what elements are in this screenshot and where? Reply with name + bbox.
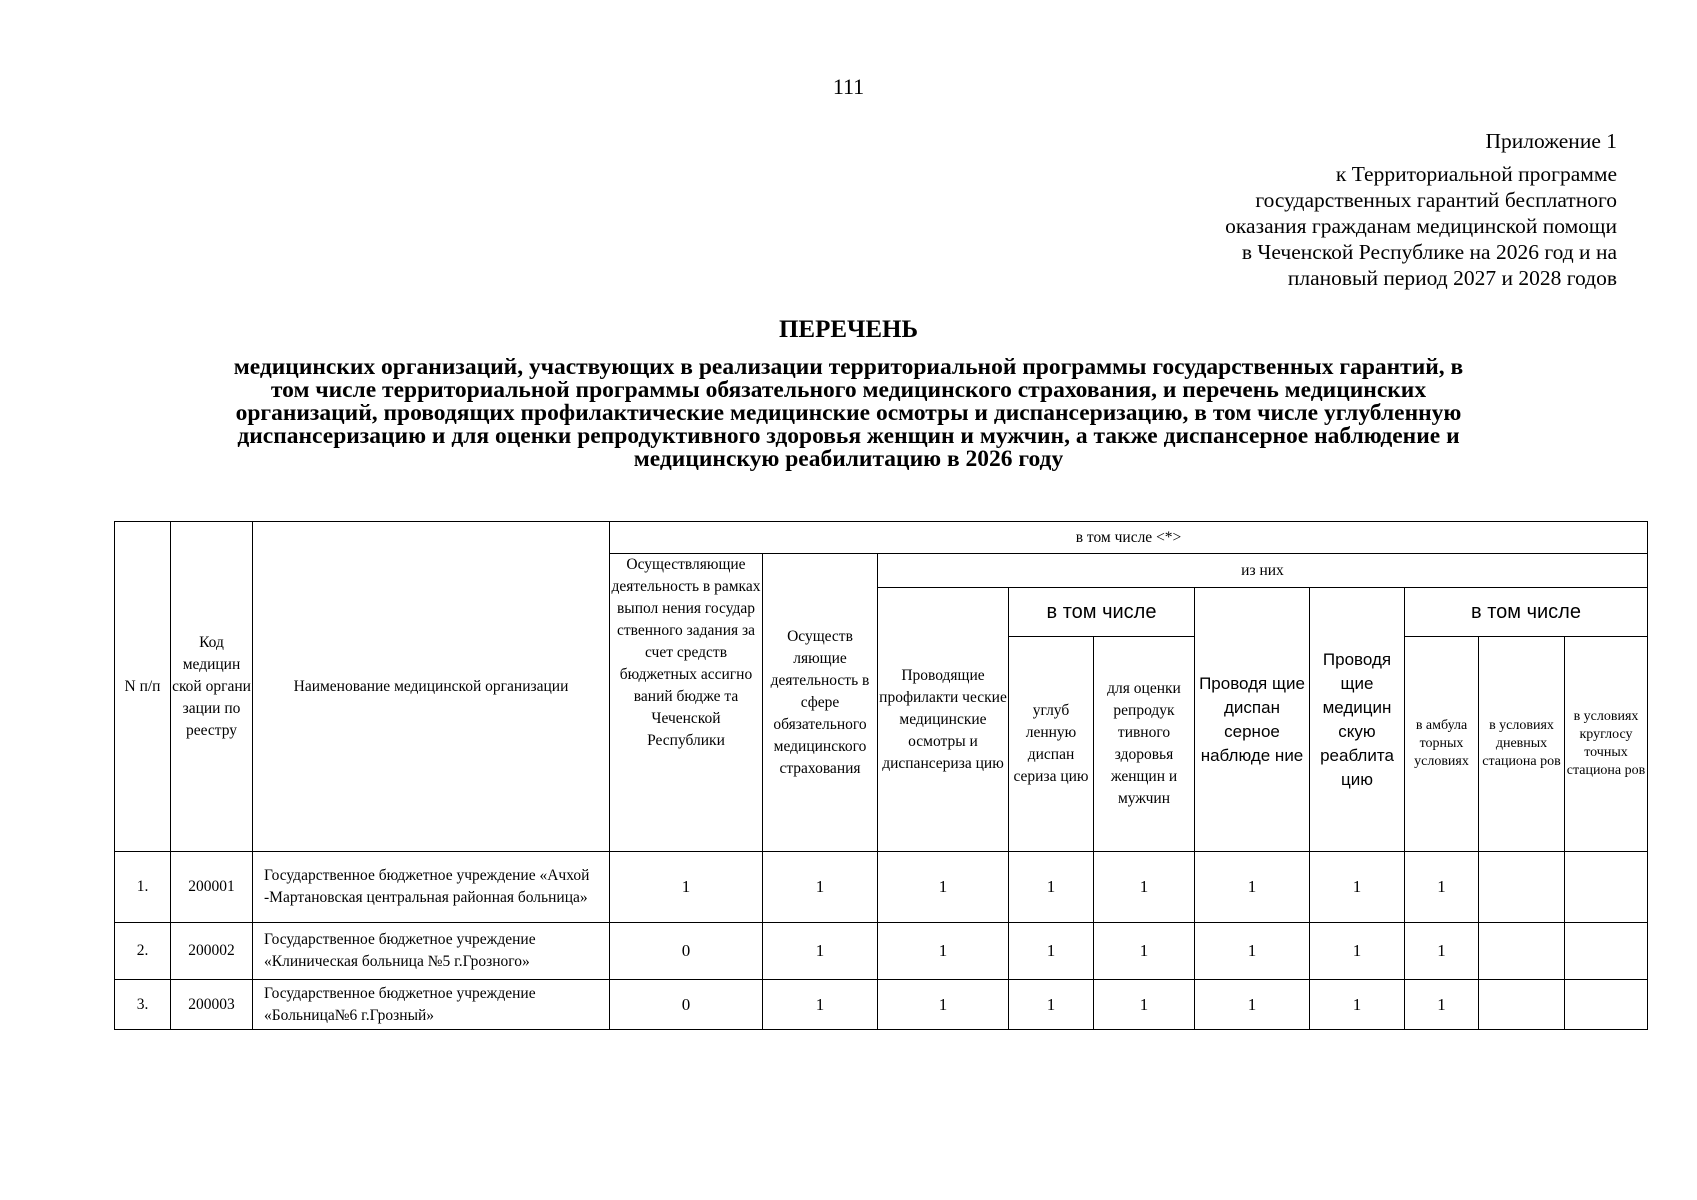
header-prof: Проводящие профилакти ческие медицинские осмотры и диспансериза цию <box>878 588 1009 852</box>
cell-rehab: 1 <box>1310 923 1405 980</box>
cell-disp: 1 <box>1195 980 1310 1030</box>
cell-deep: 1 <box>1009 980 1094 1030</box>
appendix-line: в Чеченской Республике на 2026 год и на <box>1241 240 1617 264</box>
header-including-star: в том числе <*> <box>610 522 1648 554</box>
cell-day <box>1479 980 1565 1030</box>
cell-num: 2. <box>115 923 171 980</box>
cell-rehab: 1 <box>1310 980 1405 1030</box>
header-repro: для оценки репродук тивного здоровья женщин и мужчин <box>1094 637 1195 852</box>
table-row <box>115 852 1648 923</box>
cell-round <box>1565 923 1648 980</box>
document-subtitle <box>105 356 1592 471</box>
header-budget: Осуществляющие деятельность в рамках выпол нения государ ственного задания за счет средств бюджетных ассигно ваний бюдже та Чеченской Республики <box>610 554 763 852</box>
header-day: в условиях дневных стациона ров <box>1479 637 1565 852</box>
cell-repro: 1 <box>1094 980 1195 1030</box>
cell-budget: 1 <box>610 852 763 923</box>
appendix-line: плановый период 2027 и 2028 годов <box>1287 266 1617 290</box>
cell-day <box>1479 852 1565 923</box>
document-title: ПЕРЕЧЕНЬ <box>778 316 919 343</box>
cell-repro: 1 <box>1094 852 1195 923</box>
cell-budget: 0 <box>610 980 763 1030</box>
cell-name: Государственное бюджетное учреждение «Больница№6 г.Грозный» <box>253 980 610 1030</box>
cell-name: Государственное бюджетное учреждение «Ачхой -Мартановская центральная районная больница» <box>253 852 610 923</box>
header-round: в условиях круглосу точных стациона ров <box>1565 637 1648 852</box>
cell-deep: 1 <box>1009 852 1094 923</box>
cell-amb: 1 <box>1405 980 1479 1030</box>
organizations-table <box>114 521 1648 1030</box>
appendix-line: оказания гражданам медицинской помощи <box>1225 214 1617 238</box>
cell-prof: 1 <box>878 980 1009 1030</box>
subtitle-line: медицинских организаций, участвующих в реализации территориальной программы государственных гарантий, в <box>233 354 1464 380</box>
cell-oms: 1 <box>763 923 878 980</box>
header-name: Наименование медицинской организации <box>253 522 610 852</box>
cell-oms: 1 <box>763 980 878 1030</box>
cell-budget: 0 <box>610 923 763 980</box>
header-deep: углуб ленную диспан сериза цию <box>1009 637 1094 852</box>
cell-round <box>1565 980 1648 1030</box>
cell-num: 1. <box>115 852 171 923</box>
cell-code: 200003 <box>171 980 253 1030</box>
subtitle-line: медицинскую реабилитацию в 2026 году <box>633 446 1064 472</box>
header-rehab: Проводя щие медицин скую реаблита цию <box>1310 588 1405 852</box>
table-row <box>115 923 1648 980</box>
cell-disp: 1 <box>1195 923 1310 980</box>
header-code: Код медицин ской органи зации по реестру <box>171 522 253 852</box>
header-including-1: в том числе <box>1009 588 1195 637</box>
cell-name: Государственное бюджетное учреждение «Клиническая больница №5 г.Грозного» <box>253 923 610 980</box>
cell-code: 200002 <box>171 923 253 980</box>
header-num: N п/п <box>115 522 171 852</box>
subtitle-line: организаций, проводящих профилактические медицинские осмотры и диспансеризацию, в том числе углубленную <box>235 400 1462 426</box>
cell-amb: 1 <box>1405 923 1479 980</box>
subtitle-line: том числе территориальной программы обязательного медицинского страхования, и перечень медицинских <box>270 377 1427 403</box>
appendix-line: государственных гарантий бесплатного <box>1255 188 1617 212</box>
appendix-block <box>1225 128 1617 291</box>
cell-day <box>1479 923 1565 980</box>
page-number: 111 <box>832 74 865 99</box>
header-disp: Проводя щие диспан серное наблюде ние <box>1195 588 1310 852</box>
header-oms: Осуществ ляющие деятельность в сфере обязательного медицинского страхования <box>763 554 878 852</box>
cell-prof: 1 <box>878 923 1009 980</box>
table-row <box>115 980 1648 1030</box>
cell-oms: 1 <box>763 852 878 923</box>
cell-code: 200001 <box>171 852 253 923</box>
cell-rehab: 1 <box>1310 852 1405 923</box>
cell-amb: 1 <box>1405 852 1479 923</box>
cell-num: 3. <box>115 980 171 1030</box>
header-of-them: из них <box>878 554 1648 588</box>
appendix-title: Приложение 1 <box>1485 129 1617 153</box>
cell-prof: 1 <box>878 852 1009 923</box>
cell-repro: 1 <box>1094 923 1195 980</box>
cell-round <box>1565 852 1648 923</box>
cell-deep: 1 <box>1009 923 1094 980</box>
cell-disp: 1 <box>1195 852 1310 923</box>
header-amb: в амбула торных условиях <box>1405 637 1479 852</box>
subtitle-line: диспансеризацию и для оценки репродуктивного здоровья женщин и мужчин, а также диспансерное наблюдение и <box>237 423 1460 449</box>
appendix-line: к Территориальной программе <box>1335 162 1617 186</box>
header-including-2: в том числе <box>1405 588 1648 637</box>
